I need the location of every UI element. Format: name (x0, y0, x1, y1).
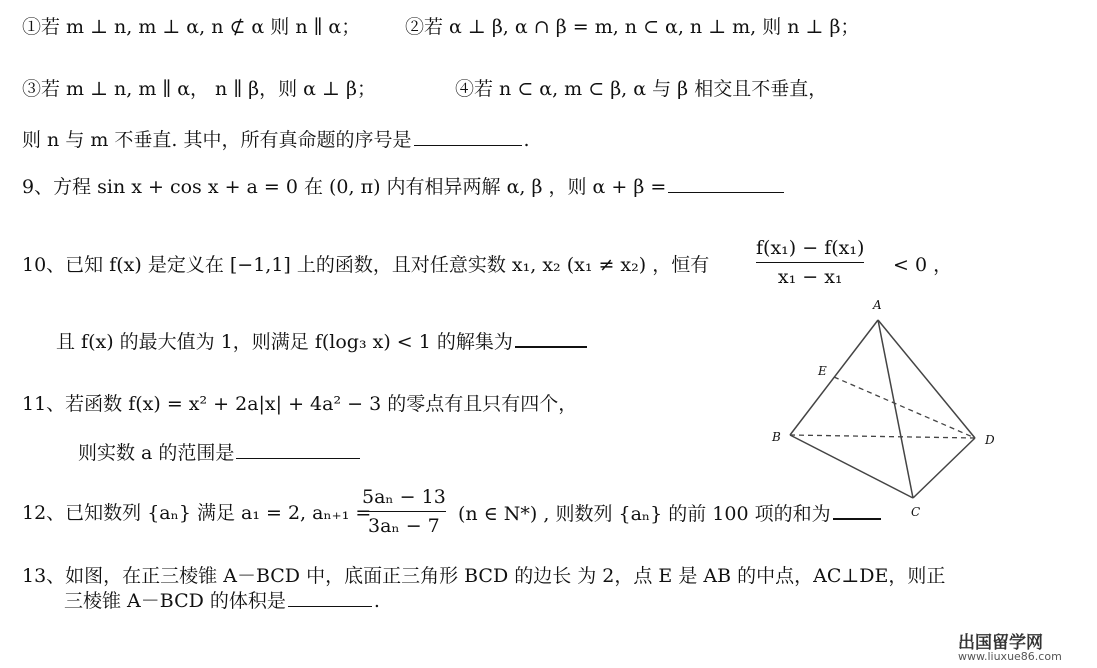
question-9: 9、方程 sin x + cos x + a = 0 在 (0, π) 内有相异两解 α, β ，则 α + β = (22, 174, 786, 200)
q12-fraction-numerator: 5aₙ − 13 (362, 486, 446, 508)
q12-fraction (362, 484, 446, 539)
proposition-2: ②若 α ⊥ β, α ∩ β = m, n ⊂ α, n ⊥ m, 则 n ⊥ β； (405, 16, 860, 38)
edge-BD-hidden (790, 435, 975, 438)
question-11-line-2: 则实数 a 的范围是 (78, 440, 362, 466)
edge-AD (878, 320, 975, 438)
question-10-line-2: 且 f(x) 的最大值为 1，则满足 f(log₃ x) < 1 的解集为 (56, 328, 589, 355)
q8-question-line: 则 n 与 m 不垂直. 其中，所有真命题的序号是 . (22, 129, 530, 151)
q10-fraction (756, 235, 864, 290)
q10-fraction-numerator: f(x₁) − f(x₁) (756, 237, 865, 259)
vertex-label-C: C (911, 505, 921, 519)
q10-inequality-tail: < 0 ， (893, 254, 953, 276)
q12-fraction-bar (362, 511, 446, 512)
pyramid-figure (760, 290, 1010, 530)
question-13-line-2: 三棱锥 A－BCD 的体积是 . (64, 590, 380, 612)
question-12-line-1: 12、已知数列 {aₙ} 满足 a₁ = 2, aₙ₊₁ = (22, 502, 372, 524)
q12-fraction-denominator: 3aₙ − 7 (368, 515, 440, 537)
vertex-label-A: A (873, 298, 882, 312)
proposition-1: ①若 m ⊥ n, m ⊥ α, n ⊄ α 则 n ∥ α； (22, 16, 361, 38)
question-10-line-1: 10、已知 f(x) 是定义在 [−1,1] 上的函数，且对任意实数 x₁, x₂ (x₁ ≠ x₂) ，恒有 (22, 254, 710, 276)
q10-fraction-bar (756, 262, 864, 263)
edge-BC (790, 435, 913, 498)
q10-fraction-denominator: x₁ − x₁ (777, 266, 843, 288)
segment-DE-hidden (834, 377, 975, 438)
edge-CD (913, 438, 975, 498)
question-13-line-1: 13、如图，在正三棱锥 A－BCD 中，底面正三角形 BCD 的边长 为 2，点 E 是 AB 的中点，AC⊥DE，则正 (22, 565, 946, 587)
answer-blank-q10[interactable] (515, 328, 587, 348)
answer-blank-q11[interactable] (236, 440, 360, 459)
vertex-label-D: D (985, 433, 995, 447)
answer-blank-q9[interactable] (668, 174, 784, 193)
vertex-label-E: E (818, 364, 827, 378)
answer-blank-q13[interactable] (288, 588, 372, 607)
watermark-url: www.liuxue86.com (958, 650, 1062, 663)
proposition-4: ④若 n ⊂ α, m ⊂ β, α 与 β 相交且不垂直， (455, 78, 828, 100)
vertex-label-B: B (772, 430, 781, 444)
answer-blank-q8[interactable] (414, 127, 522, 146)
question-11-line-1: 11、若函数 f(x) = x² + 2a|x| + 4a² − 3 的零点有且只有四个， (22, 393, 578, 415)
proposition-3: ③若 m ⊥ n, m ∥ α， n ∥ β，则 α ⊥ β； (22, 78, 376, 100)
edge-AC (878, 320, 913, 498)
question-12-tail: (n ∈ N*) , 则数列 {aₙ} 的前 100 项的和为 (458, 500, 883, 527)
watermark-title: 出国留学网 (958, 633, 1043, 653)
